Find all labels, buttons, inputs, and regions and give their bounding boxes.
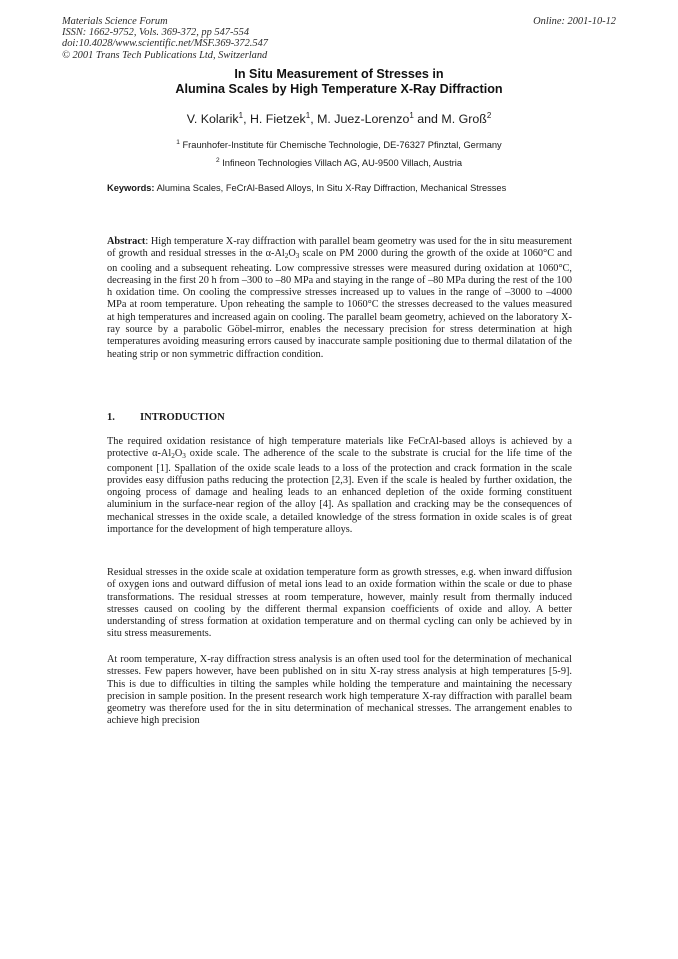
affiliation-marker: 2 bbox=[215, 157, 220, 165]
keywords bbox=[107, 183, 577, 193]
paragraph-text: oxide scale. The adherence of the scale to the substrate is crucial for the life time of the component [1]. Spallation of the oxide scale leads to a loss of the protection and crack formation in the scale provides easy diffusion paths reducing the protection [2,3]. Even if the scale is healed by further oxidation, the ongoing process of damage and healing leads to an enhanced depletion of the oxide forming constituent aluminium in the surface-near region of the alloy [4]. As spallation and cracking may be the consequences of mechanical stresses in the oxide scale, a detailed knowledge of the stress formation in oxide scales is of great importance for the development of high temperature alloys. bbox=[107, 448, 572, 536]
paragraph bbox=[107, 436, 572, 536]
abstract-text: High temperature X-ray diffraction with parallel beam geometry was used for the in situ measurement of growth and residual stresses in the α-Al bbox=[107, 236, 573, 260]
affiliation-1 bbox=[0, 135, 678, 153]
paper-title bbox=[0, 67, 678, 97]
section-title: INTRODUCTION bbox=[140, 412, 225, 423]
online-date: Online: 2001-10-12 bbox=[533, 16, 616, 27]
affiliation-2 bbox=[0, 153, 678, 171]
author-name: , M. Juez-Lorenzo bbox=[310, 112, 410, 127]
abstract-colon: : bbox=[145, 236, 151, 247]
title-line-2: Alumina Scales by High Temperature X-Ray Diffraction bbox=[175, 82, 503, 96]
subscript: 3 bbox=[295, 252, 300, 261]
author-name: and M. Groß bbox=[413, 112, 487, 127]
abstract bbox=[107, 236, 572, 361]
section-number: 1. bbox=[107, 412, 115, 423]
abstract-text: scale on PM 2000 during the growth of the oxide at 1060°C and on cooling and a subsequent reheating. Low compressive stresses were measured during oxidation at 1060°C, decreasing in the first 20 h from –300 to –80 MPa and staying in the range of –80 MPa during the rest of the 100 h oxidation time. On cooling the compressive stresses increased up to values in the range of –3000 to –4000 MPa at room temperature. Upon reheating the sample to 1060°C the stresses decreased to the values measured at high temperatures and increased again on cooling. The parallel beam geometry, achieved on the laboratory X-ray source by a parabolic Göbel-mirror, enables the necessary precision for stress determination at high temperatures avoiding measuring errors caused by inaccurate sample positioning due to thermal dilatation of the heating strip or non symmetric diffraction condition. bbox=[107, 248, 572, 360]
journal-metadata bbox=[62, 16, 482, 61]
copyright-line: © 2001 Trans Tech Publications Ltd, Switzerland bbox=[62, 49, 268, 61]
keywords-text: Alumina Scales, FeCrAl-Based Alloys, In Situ X-Ray Diffraction, Mechanical Stresses bbox=[154, 183, 507, 193]
keywords-label: Keywords: bbox=[107, 183, 155, 193]
journal-name: Materials Science Forum bbox=[62, 16, 168, 27]
author-name: V. Kolarik bbox=[186, 112, 239, 127]
affiliation-marker: 1 bbox=[409, 111, 414, 120]
subscript: 3 bbox=[182, 452, 186, 461]
issn-line: ISSN: 1662-9752, Vols. 369-372, pp 547-554 bbox=[62, 27, 250, 39]
doi-link[interactable]: doi:10.4028/www.scientific.net/MSF.369-372.547 bbox=[62, 38, 268, 50]
affiliation-marker: 1 bbox=[238, 111, 244, 120]
affiliations bbox=[0, 135, 678, 171]
paragraph-text: O bbox=[174, 448, 183, 460]
subscript: 2 bbox=[284, 252, 289, 261]
subscript: 2 bbox=[171, 452, 175, 461]
paragraph: At room temperature, X-ray diffraction stress analysis is an often used tool for the determination of mechanical stresses. Few papers however, have been published on in situ X-ray stress analysis at high temperatures [5-9]. This is due to difficulties in tilting the samples while holding the temperature and maintaining the necessary precision in sample position. In the present research work high temperature X-ray diffraction with parallel beam geometry was therefore used for the in situ determination of mechanical stresses. The arrangement enables to achieve high precision bbox=[107, 654, 572, 727]
affiliation-marker: 1 bbox=[305, 111, 311, 120]
paragraph: Residual stresses in the oxide scale at oxidation temperature form as growth stresses, e.g. when inward diffusion of oxygen ions and outward diffusion of metal ions lead to an oxide formation within the scale or due to phase transformations. The residual stresses at room temperature, however, mainly result from thermally induced stresses caused on cooling by the different thermal expansion coefficients of oxide and alloy. A better understanding of stress formation at oxidation temperature and on thermal cycling can only be achieved by in situ stress measurements. bbox=[107, 567, 572, 640]
paragraph-text: The required oxidation resistance of high temperature materials like FeCrAl-based alloys is achieved by a protective α-Al bbox=[107, 436, 572, 460]
abstract-label: Abstract bbox=[107, 236, 146, 247]
section-heading bbox=[107, 412, 225, 423]
title-line-1: In Situ Measurement of Stresses in bbox=[234, 67, 444, 81]
author-list bbox=[0, 111, 678, 126]
affiliation-text: Infineon Technologies Villach AG, AU-9500 Villach, Austria bbox=[219, 158, 462, 169]
affiliation-marker: 1 bbox=[176, 139, 180, 146]
affiliation-text: Fraunhofer-Institute für Chemische Technologie, DE-76327 Pfinztal, Germany bbox=[179, 140, 502, 151]
affiliation-marker: 2 bbox=[486, 111, 492, 120]
author-name: , H. Fietzek bbox=[243, 112, 306, 127]
abstract-text: O bbox=[288, 248, 296, 260]
